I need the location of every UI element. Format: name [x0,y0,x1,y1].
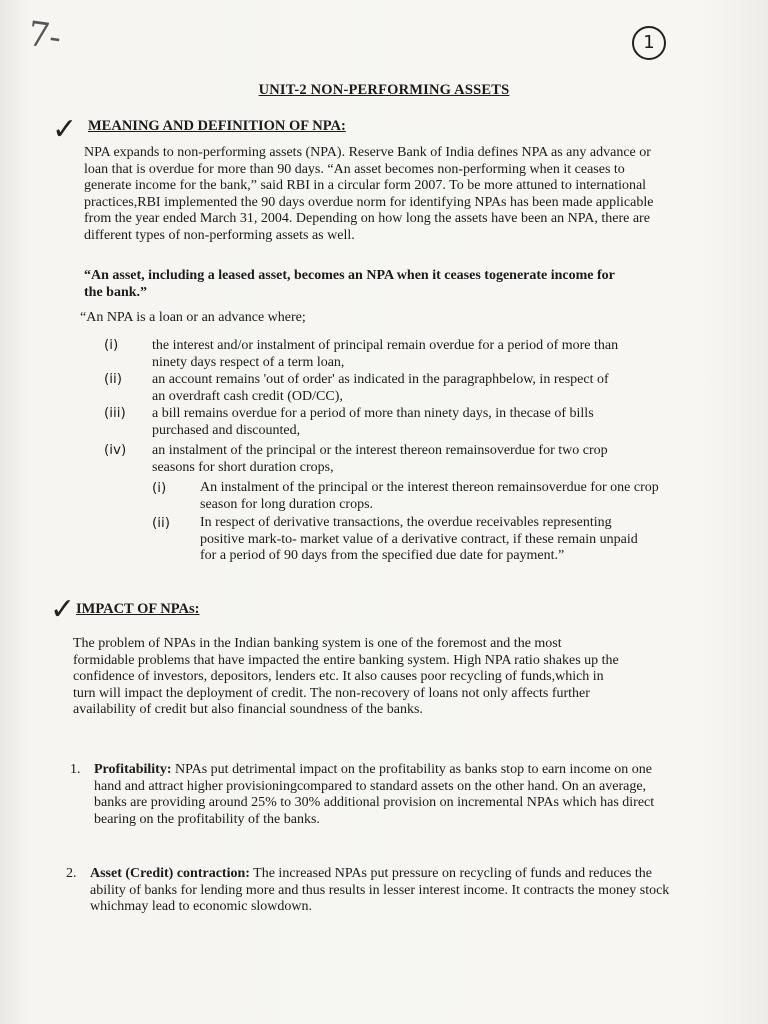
npa-definition-quote: “An asset, including a leased asset, becomes an NPA when it ceases togenerate income for the bank.” [84,268,615,300]
sublist-marker: (ii) [152,515,171,531]
sublist-marker: (i) [152,480,167,496]
section-meaning-intro: NPA expands to non-performing assets (NPA). Reserve Bank of India defines NPA as any advance or loan that is overdue for more than 90 days. “An asset becomes non-performing when it ceases to generate income for the bank,” said RBI in a circular form 2007. To be more attuned to international practices,RBI implemented the 90 days overdue norm for identifying NPAs has been made applicable from the year ended March 31, 2004. Depending on how long the assets have been an NPA, there are different types of non-performing assets as well. [84,145,654,243]
margin-handwritten-mark: 7- [25,13,64,59]
sublist-item: In respect of derivative transactions, the overdue receivables representing positive mark-to- market value of a derivative contract, if these remain unpaid for a period of 90 days from the specified due date for payment.” [200,515,638,563]
list-marker: (iii) [104,405,126,421]
point-number: 2. [66,866,77,881]
section-heading-impact: IMPACT OF NPAs: [76,601,200,617]
check-mark-icon: ✓ [50,592,76,627]
point-number: 1. [70,762,81,777]
list-item: a bill remains overdue for a period of more than ninety days, in thecase of bills purchased and discounted, [152,406,594,438]
sublist-item: An instalment of the principal or the interest thereon remainsoverdue for one crop season for long duration crops. [200,480,659,512]
list-marker: (i) [104,337,119,353]
page-number-circle: 1 [632,26,666,60]
check-mark-icon: ✓ [52,112,78,147]
list-item: an instalment of the principal or the interest thereon remainsoverdue for two crop seasons for short duration crops, [152,443,608,475]
list-item: the interest and/or instalment of principal remain overdue for a period of more than ninety days respect of a term loan, [152,338,619,370]
impact-point [90,866,680,916]
impact-point [94,762,664,828]
impact-point-label: Profitability: [94,762,172,777]
impact-point-label: Asset (Credit) contraction: [90,866,250,881]
page-title: UNIT-2 NON-PERFORMING ASSETS [258,82,510,98]
list-marker: (iv) [104,442,127,458]
section-heading-meaning: MEANING AND DEFINITION OF NPA: [88,118,346,134]
impact-point-text: The increased NPAs put pressure on recycling of funds and reduces the ability of banks for lending more and thus results in lesser interest income. It contracts the money stock whichmay lead to economic slowdown. [90,866,670,914]
list-marker: (ii) [104,371,123,387]
impact-point-text: NPAs put detrimental impact on the profitability as banks stop to earn income on one hand and attract higher provisioningcompared to standard assets on the other hand. On an average, banks are providing around 25% to 30% additional provision on incremental NPAs which has direct bearing on the profitability of the banks. [94,762,655,827]
npa-list-lead: “An NPA is a loan or an advance where; [80,310,306,325]
list-item: an account remains 'out of order' as indicated in the paragraphbelow, in respect of an overdraft cash credit (OD/CC), [152,372,609,404]
section-impact-intro: The problem of NPAs in the Indian banking system is one of the foremost and the most formidable problems that have impacted the entire banking system. High NPA ratio shakes up the confidence of investors, depositors, lenders etc. It also causes poor recycling of funds,which in turn will impact the deployment of credit. The non-recovery of loans not only affects further availability of credit but also financial soundness of the banks. [73,636,619,717]
